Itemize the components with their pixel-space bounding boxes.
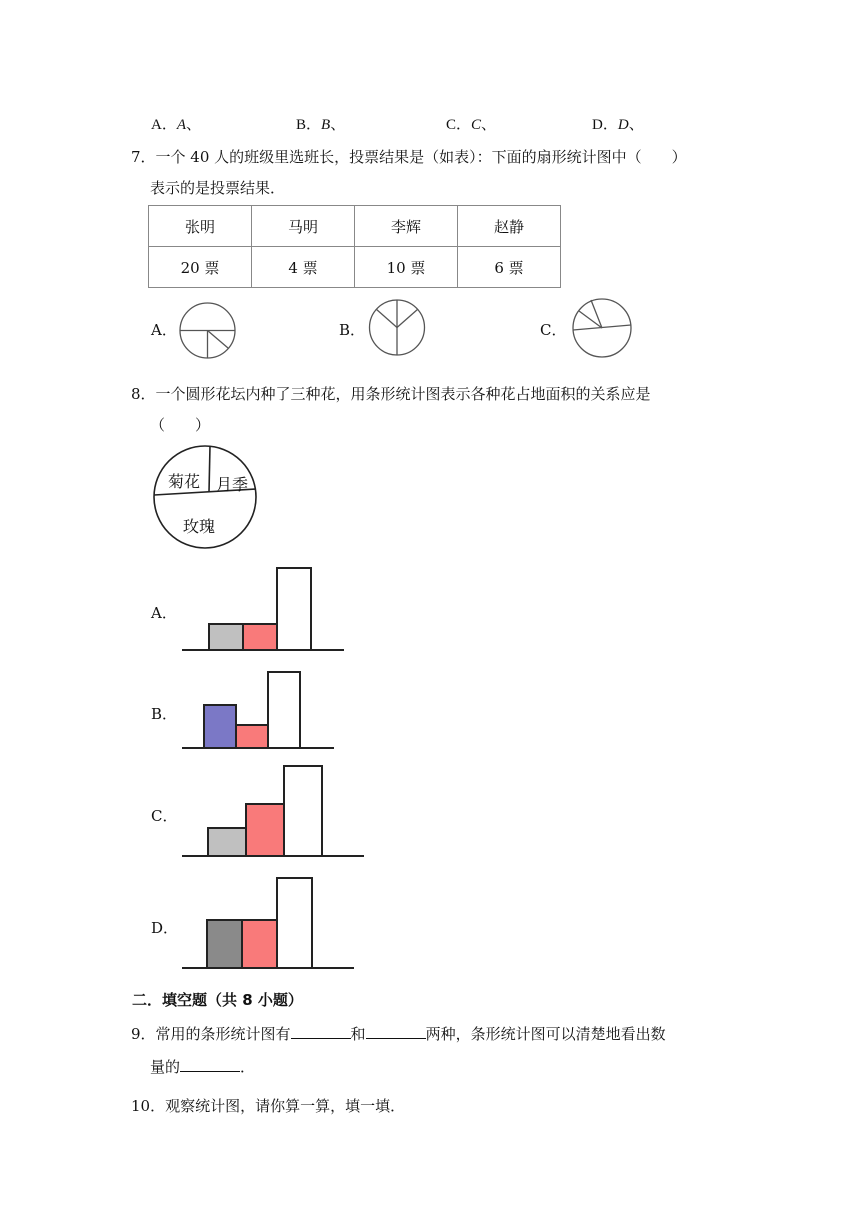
q8-option-a-label[interactable]: A．	[151, 604, 177, 622]
q7-option-a-label[interactable]: A．	[151, 321, 177, 339]
table-cell: 20 票	[149, 247, 252, 288]
option-label: A．	[151, 117, 177, 133]
q8-option-b-label[interactable]: B．	[151, 705, 178, 723]
table-cell: 6 票	[458, 247, 561, 288]
bar-purple	[204, 705, 236, 748]
table-row	[149, 206, 561, 247]
q6-option-d[interactable]	[592, 113, 644, 134]
bar-white	[277, 878, 312, 968]
option-value: B	[321, 117, 331, 133]
q8-bar-chart-b[interactable]	[182, 670, 337, 752]
option-value: C	[471, 117, 482, 133]
q9-text-part1: 9．常用的条形统计图有	[131, 1025, 291, 1043]
answer-blank[interactable]	[291, 1024, 351, 1039]
table-cell: 10 票	[355, 247, 458, 288]
q7-pie-a[interactable]	[178, 302, 238, 360]
q9-text-part2: 和	[350, 1025, 366, 1043]
q7-stem-line2: 表示的是投票结果．	[150, 179, 286, 197]
bar-white	[268, 672, 300, 748]
pie-slice-line	[397, 309, 418, 328]
bar-gray	[208, 828, 246, 856]
q7-option-c-label[interactable]: C．	[540, 321, 567, 339]
bar-pink	[246, 804, 284, 856]
option-sep: 、	[330, 115, 346, 133]
table-cell: 4 票	[252, 247, 355, 288]
option-sep: 、	[186, 115, 202, 133]
pie-slice-line	[208, 331, 229, 349]
q7-pie-b[interactable]	[368, 299, 428, 357]
option-label: D．	[592, 117, 618, 133]
q8-stem-line2: （ ）	[150, 416, 211, 434]
q7-pie-c[interactable]	[571, 298, 635, 358]
table-header-cell: 马明	[252, 206, 355, 247]
option-value: A	[176, 117, 187, 133]
table-row	[149, 247, 561, 288]
option-sep: 、	[628, 115, 644, 133]
pie-label-chrysanthemum: 菊花	[168, 472, 201, 491]
pie-slice-line	[376, 309, 397, 328]
vote-table	[148, 205, 561, 288]
q8-bar-chart-c[interactable]	[182, 764, 367, 860]
table-header-cell: 赵静	[458, 206, 561, 247]
q9-text-line2-post: ．	[240, 1058, 256, 1076]
bar-gray	[209, 624, 243, 650]
q8-option-d-label[interactable]: D．	[151, 919, 179, 937]
bar-pink	[242, 920, 277, 968]
q9-text-line2-pre: 量的	[150, 1058, 181, 1076]
q8-option-c-label[interactable]: C．	[151, 807, 178, 825]
q7-stem-line1: 7．一个 40 人的班级里选班长，投票结果是（如表）：下面的扇形统计图中（ ）	[131, 148, 687, 166]
pie-slice-line	[209, 446, 210, 492]
option-label: C．	[446, 117, 472, 133]
pie-label-rose-monthly: 月季	[216, 475, 249, 494]
q9-line2	[150, 1056, 255, 1077]
q9-text-part3: 两种，条形统计图可以清楚地看出数	[425, 1025, 666, 1043]
pie-label-rose: 玫瑰	[183, 517, 216, 536]
bar-dark-gray	[207, 920, 242, 968]
bar-white	[277, 568, 311, 650]
q8-stem-line1: 8．一个圆形花坛内种了三种花，用条形统计图表示各种花占地面积的关系应是	[131, 385, 651, 403]
q7-option-b-label[interactable]: B．	[339, 321, 366, 339]
option-label: B．	[296, 117, 322, 133]
section-heading: 二．填空题（共 8 小题）	[132, 991, 303, 1009]
bar-pink	[243, 624, 277, 650]
q6-option-c[interactable]	[446, 113, 496, 134]
option-value: D	[617, 117, 629, 133]
q6-option-a[interactable]	[151, 113, 201, 134]
answer-blank[interactable]	[366, 1024, 426, 1039]
q9-line1	[131, 1023, 666, 1044]
answer-blank[interactable]	[180, 1057, 240, 1072]
table-header-cell: 张明	[149, 206, 252, 247]
q8-bar-chart-a[interactable]	[182, 566, 347, 654]
table-header-cell: 李辉	[355, 206, 458, 247]
q6-option-b[interactable]	[296, 113, 345, 134]
option-sep: 、	[481, 115, 497, 133]
q10-stem: 10．观察统计图，请你算一算，填一填．	[131, 1097, 406, 1115]
bar-white	[284, 766, 322, 856]
bar-pink	[236, 725, 268, 748]
q8-bar-chart-d[interactable]	[182, 876, 357, 972]
